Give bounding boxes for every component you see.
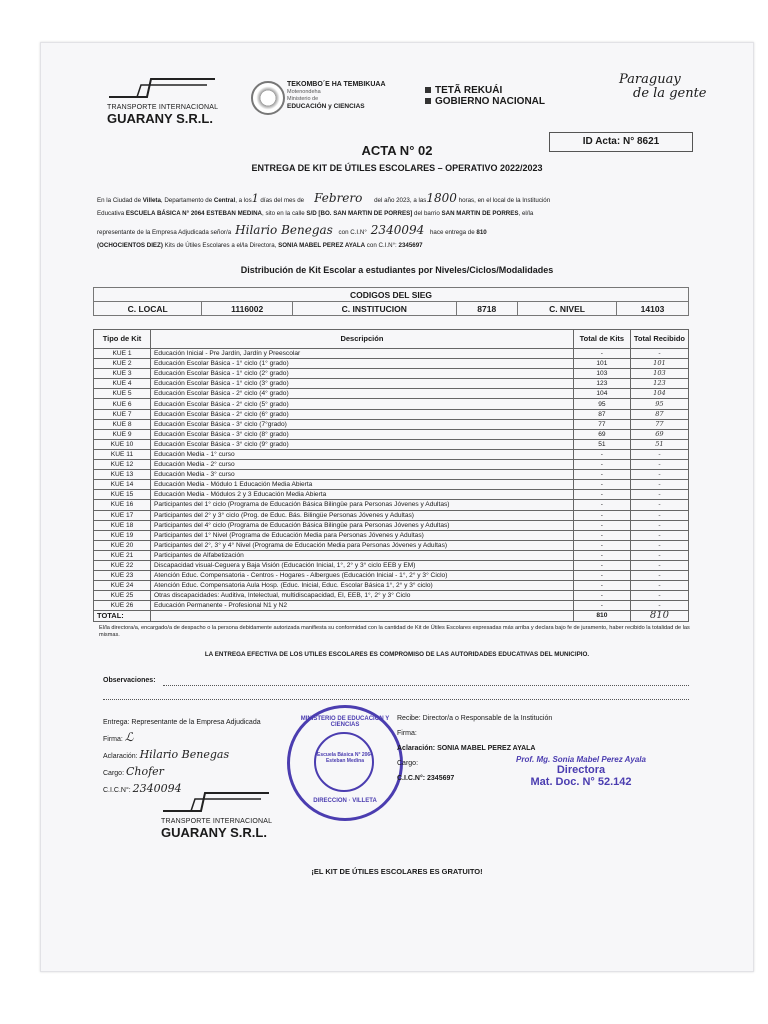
kit-cell: KUE 5 <box>94 389 151 399</box>
text: Kits de Útiles Escolares a el/la Directora, <box>162 242 279 249</box>
total-cell: - <box>573 470 630 480</box>
total-cell: - <box>573 601 630 611</box>
kit-cell: KUE 7 <box>94 409 151 419</box>
total-cell: 104 <box>573 389 630 399</box>
desc-cell: Educación Media - 1° curso <box>151 449 574 459</box>
kit-cell: KUE 23 <box>94 571 151 581</box>
desc-cell: Participantes del 1° Nivel (Programa de Educación Media para Personas Jóvenes y Adultas) <box>151 530 574 540</box>
desc-cell: Participantes del 2° y 3° ciclo (Prog. de Educ. Bás. Bilingüe Personas Jóvenes y Adultas) <box>151 510 574 520</box>
table-row <box>94 480 689 490</box>
table-row <box>94 449 689 459</box>
cantidad: 810 <box>476 229 487 236</box>
cantidad-letras: (OCHOCIENTOS DIEZ) <box>97 242 163 249</box>
recibido-cell: - <box>630 560 688 570</box>
page-title: ACTA N° 02 <box>361 143 433 158</box>
total-cell: - <box>573 449 630 459</box>
mec-line1: TEKOMBO´E HA TEMBIKUAA <box>287 81 386 88</box>
text: , el/la <box>518 210 534 217</box>
escuela: ESCUELA BÁSICA N° 2064 ESTEBAN MEDINA <box>125 210 263 217</box>
total-cell: - <box>573 591 630 601</box>
desc-cell: Educación Escolar Básica - 3° ciclo (9° grado) <box>151 439 574 449</box>
kit-cell: KUE 10 <box>94 439 151 449</box>
c-local-label: C. LOCAL <box>94 302 202 316</box>
guarany-logo <box>107 77 227 126</box>
desc-cell: Otras discapacidades: Auditiva, Intelectual, multidiscapacidad, EI, EEB, 1°, 2° y 3° Ciclo <box>151 591 574 601</box>
calle: S/D [BO. SAN MARTIN DE PORRES] <box>306 210 413 217</box>
table-row <box>94 349 689 359</box>
desc-cell: Atención Educ. Compensatoria Aula Hosp. (Educ. Inicial, Educ. Escolar Básica 1°, 2° y 3° ciclo) <box>151 581 574 591</box>
desc-cell: Educación Escolar Básica - 3° ciclo (8° grado) <box>151 429 574 439</box>
dia-handwritten: 1 <box>251 192 259 205</box>
pygente-line1: Paraguay <box>619 72 681 87</box>
table-row <box>94 571 689 581</box>
cic-directora: C.I.C.N°: 2345697 <box>397 775 455 782</box>
observaciones-label: Observaciones: <box>103 677 156 684</box>
cic-label: C.I.C.N°: <box>103 787 131 794</box>
kit-cell: KUE 2 <box>94 359 151 369</box>
header-recibido: Total Recibido <box>630 330 688 349</box>
header-total: Total de Kits <box>573 330 630 349</box>
total-cell: 51 <box>573 439 630 449</box>
table-row <box>94 409 689 419</box>
table-row <box>94 601 689 611</box>
total-cell: - <box>573 490 630 500</box>
total-cell: - <box>573 460 630 470</box>
recibido-cell: - <box>630 581 688 591</box>
desc-cell: Educación Permanente - Profesional N1 y N2 <box>151 601 574 611</box>
total-cell: - <box>573 480 630 490</box>
recibido-cell: - <box>630 480 688 490</box>
text: , sito en la calle <box>262 210 307 217</box>
gob-line2: GOBIERNO NACIONAL <box>435 96 545 107</box>
table-row <box>94 399 689 409</box>
text: del barrio <box>412 210 442 217</box>
desc-cell: Educación Media - 2° curso <box>151 460 574 470</box>
text: , a las <box>409 197 427 204</box>
table-row <box>94 560 689 570</box>
observaciones-line <box>163 685 689 686</box>
total-cell: 101 <box>573 359 630 369</box>
desc-cell: Educación Escolar Básica - 1° ciclo (1° grado) <box>151 359 574 369</box>
table-row <box>94 429 689 439</box>
recibido-cell: 51 <box>630 439 688 449</box>
total-recibido-value: 810 <box>630 611 688 621</box>
table-row <box>94 439 689 449</box>
table-row <box>94 359 689 369</box>
kit-cell: KUE 14 <box>94 480 151 490</box>
cargo-handwritten: Chofer <box>125 765 164 778</box>
desc-cell: Participantes del 4° ciclo (Programa de Educación Básica Bilingüe para Personas Jóvenes y Adultas) <box>151 520 574 530</box>
c-local-value: 1116002 <box>202 302 293 316</box>
table-row <box>94 500 689 510</box>
text: con C.I.N° <box>336 229 367 236</box>
guarany-subtitle: TRANSPORTE INTERNACIONAL <box>161 818 273 825</box>
kit-cell: KUE 20 <box>94 540 151 550</box>
total-cell: - <box>573 581 630 591</box>
kit-cell: KUE 24 <box>94 581 151 591</box>
square-icon <box>425 87 431 93</box>
codes-title: CODIGOS DEL SIEG <box>94 288 689 302</box>
gob-line1: TETÃ REKUÁI <box>435 85 503 96</box>
kit-cell: KUE 19 <box>94 530 151 540</box>
total-cell: - <box>573 540 630 550</box>
recibido-cell: - <box>630 571 688 581</box>
total-cell: - <box>573 349 630 359</box>
kit-cell: KUE 11 <box>94 449 151 459</box>
c-inst-value: 8718 <box>456 302 518 316</box>
intro-line1 <box>97 193 697 206</box>
desc-cell: Participantes del 1° ciclo (Programa de Educación Básica Bilingüe para Personas Jóvenes y Adultas) <box>151 500 574 510</box>
table-row <box>94 520 689 530</box>
stamp-top: MINISTERIO DE EDUCACION Y CIENCIAS <box>300 716 390 728</box>
firma-label: Firma: <box>103 736 123 743</box>
table-row <box>94 490 689 500</box>
recibido-cell: - <box>630 490 688 500</box>
ci-handwritten: 2340094 <box>370 223 425 237</box>
total-cell: 123 <box>573 379 630 389</box>
sello-matricula: Mat. Doc. N° 52.142 <box>530 776 632 788</box>
recibido-cell: 101 <box>630 359 688 369</box>
sello-nombre: Prof. Mg. Sonia Mabel Perez Ayala <box>516 755 646 764</box>
national-seal-icon <box>251 81 285 115</box>
desc-cell: Participantes del 2°, 3° y 4° Nivel (Programa de Educación Media para Personas Jóvenes y Adultas) <box>151 540 574 550</box>
ci-directora: 2345697 <box>398 242 423 249</box>
desc-cell: Educación Escolar Básica - 2° ciclo (5° grado) <box>151 399 574 409</box>
recibido-cell: 69 <box>630 429 688 439</box>
kit-cell: KUE 9 <box>94 429 151 439</box>
id-acta-box: ID Acta: N° 8621 <box>549 132 693 152</box>
text: , a los <box>235 197 252 204</box>
table-row <box>94 369 689 379</box>
total-spacer <box>151 611 574 621</box>
page-subtitle: ENTREGA DE KIT DE ÚTILES ESCOLARES – OPERATIVO 2022/2023 <box>251 163 543 173</box>
barrio: SAN MARTIN DE PORRES <box>441 210 519 217</box>
square-icon <box>425 98 431 104</box>
guarany-mark-icon <box>107 77 217 99</box>
stamp-mid: Escuela Básica N° 2064 Esteban Medina <box>317 752 373 764</box>
distribucion-title: Distribución de Kit Escolar a estudiantes por Niveles/Ciclos/Modalidades <box>240 265 554 275</box>
recibido-cell: - <box>630 470 688 480</box>
recibido-cell: - <box>630 520 688 530</box>
kit-cell: KUE 18 <box>94 520 151 530</box>
guarany-mark-icon <box>161 791 271 813</box>
kit-cell: KUE 4 <box>94 379 151 389</box>
total-cell: - <box>573 500 630 510</box>
table-row <box>94 389 689 399</box>
recibido-cell: - <box>630 510 688 520</box>
conformidad-text: El/la directora/a, encargado/a de despacho o la persona debidamente autorizada manifiesta su conformidad con la cantidad de Kit de Útiles Escolares expresadas más arriba y declara bajo fe de juramento, haber recibido la totalidad de las mismas. <box>99 625 690 638</box>
c-nivel-value: 14103 <box>617 302 689 316</box>
text: hace entrega de <box>428 229 477 236</box>
recibido-cell: 77 <box>630 419 688 429</box>
c-inst-label: C. INSTITUCION <box>293 302 456 316</box>
mes-handwritten: Febrero <box>314 191 363 205</box>
table-row <box>94 419 689 429</box>
compromiso-text: LA ENTREGA EFECTIVA DE LOS UTILES ESCOLARES ES COMPROMISO DE LAS AUTORIDADES EDUCATIVAS DEL MUNICIPIO. <box>204 651 590 658</box>
recibe-title: Recibe: Director/a o Responsable de la Institución <box>397 715 553 722</box>
entrega-title: Entrega: Representante de la Empresa Adjudicada <box>103 719 261 726</box>
text: representante de la Empresa Adjudicada señor/a <box>97 229 232 236</box>
aclaracion-handwritten: Hilario Benegas <box>139 748 230 761</box>
guarany-subtitle: TRANSPORTE INTERNACIONAL <box>107 104 219 111</box>
kit-cell: KUE 25 <box>94 591 151 601</box>
observaciones-field <box>103 677 689 684</box>
firma-label: Firma: <box>397 730 417 737</box>
kit-cell: KUE 17 <box>94 510 151 520</box>
header-tipo: Tipo de Kit <box>94 330 151 349</box>
total-cell: - <box>573 560 630 570</box>
table-row <box>94 460 689 470</box>
gobierno-logo <box>425 85 545 107</box>
kit-cell: KUE 12 <box>94 460 151 470</box>
c-nivel-label: C. NIVEL <box>518 302 617 316</box>
recibido-cell: 123 <box>630 379 688 389</box>
representante-handwritten: Hilario Benegas <box>235 223 333 237</box>
table-row <box>94 470 689 480</box>
intro-line4 <box>97 241 697 251</box>
desc-cell: Educación Escolar Básica - 2° ciclo (6° grado) <box>151 409 574 419</box>
desc-cell: Educación Escolar Básica - 3° ciclo (7°grado) <box>151 419 574 429</box>
kit-cell: KUE 8 <box>94 419 151 429</box>
text: del año 2023 <box>372 197 410 204</box>
directora: SONIA MABEL PEREZ AYALA <box>278 242 366 249</box>
total-value: 810 <box>573 611 630 621</box>
aclaracion-label: Aclaración: <box>103 753 138 760</box>
sello-cargo: Directora <box>556 764 606 776</box>
paraguay-gente-logo <box>619 73 707 101</box>
footer-gratuito: ¡EL KIT DE ÚTILES ESCOLARES ES GRATUITO! <box>311 867 483 876</box>
kit-cell: KUE 6 <box>94 399 151 409</box>
intro-line3 <box>97 225 697 238</box>
ciudad: Villeta <box>142 197 161 204</box>
institution-stamp <box>287 705 403 821</box>
observaciones-line <box>103 699 689 700</box>
intro-line2 <box>97 209 697 219</box>
recibido-cell: - <box>630 349 688 359</box>
table-row <box>94 581 689 591</box>
text: En la Ciudad de <box>97 197 143 204</box>
recibido-cell: 87 <box>630 409 688 419</box>
desc-cell: Educación Media - Módulos 2 y 3 Educación Media Abierta <box>151 490 574 500</box>
total-cell: 77 <box>573 419 630 429</box>
table-row <box>94 591 689 601</box>
total-cell: - <box>573 520 630 530</box>
departamento: Central <box>213 197 236 204</box>
text: horas, en el local de la Institución <box>456 197 551 204</box>
document-sheet <box>40 42 754 972</box>
kit-cell: KUE 26 <box>94 601 151 611</box>
recibido-cell: 103 <box>630 369 688 379</box>
recibido-cell: - <box>630 540 688 550</box>
stamp-bottom: DIRECCION · VILLETA <box>313 798 377 804</box>
table-row <box>94 530 689 540</box>
desc-cell: Educación Media - Módulo 1 Educación Media Abierta <box>151 480 574 490</box>
total-cell: - <box>573 510 630 520</box>
total-cell: 69 <box>573 429 630 439</box>
total-cell: 103 <box>573 369 630 379</box>
total-cell: - <box>573 550 630 560</box>
header-descripcion: Descripción <box>151 330 574 349</box>
pygente-line2: de la gente <box>633 86 707 101</box>
cic-handwritten: 2340094 <box>132 782 182 795</box>
desc-cell: Educación Escolar Básica - 2° ciclo (4° grado) <box>151 389 574 399</box>
total-cell: - <box>573 530 630 540</box>
recibido-cell: 104 <box>630 389 688 399</box>
kit-cell: KUE 13 <box>94 470 151 480</box>
mec-line3: Ministerio de <box>287 96 319 102</box>
desc-cell: Educación Escolar Básica - 1° ciclo (3° grado) <box>151 379 574 389</box>
recibido-cell: - <box>630 460 688 470</box>
recibido-cell: - <box>630 601 688 611</box>
recibido-cell: - <box>630 550 688 560</box>
table-row <box>94 540 689 550</box>
aclaracion-directora: Aclaración: SONIA MABEL PEREZ AYALA <box>397 745 536 752</box>
recibido-cell: - <box>630 449 688 459</box>
guarany-name: GUARANY S.R.L. <box>161 825 267 840</box>
desc-cell: Discapacidad visual-Ceguera y Baja Visión (Educación Inicial, 1°, 2° y 3° ciclo EEB y EM) <box>151 560 574 570</box>
desc-cell: Educación Escolar Básica - 1° ciclo (2° grado) <box>151 369 574 379</box>
directora-seal <box>481 755 681 788</box>
text: con C.I.N°: <box>365 242 399 249</box>
total-label: TOTAL: <box>94 611 151 621</box>
desc-cell: Educación Media - 3° curso <box>151 470 574 480</box>
recibido-cell: - <box>630 530 688 540</box>
table-row <box>94 379 689 389</box>
sieg-codes-table <box>93 287 689 316</box>
table-row <box>94 510 689 520</box>
kit-cell: KUE 22 <box>94 560 151 570</box>
recibido-cell: - <box>630 500 688 510</box>
guarany-name: GUARANY S.R.L. <box>107 111 213 126</box>
cargo-label: Cargo: <box>397 760 419 767</box>
desc-cell: Educación Inicial - Pre Jardín, Jardín y Preescolar <box>151 349 574 359</box>
kit-cell: KUE 3 <box>94 369 151 379</box>
table-row <box>94 550 689 560</box>
entrega-block: Entrega: Representante de la Empresa Adjudicada Firma: ℒ Aclaración: Hilario Benegas Cargo: Chofer C.I.C.N°: 2340094 <box>103 715 333 798</box>
mec-line4: EDUCACIÓN y CIENCIAS <box>287 103 365 110</box>
guarany-logo-bottom <box>161 791 281 840</box>
text: días del mes de <box>258 197 305 204</box>
total-cell: 87 <box>573 409 630 419</box>
kit-cell: KUE 16 <box>94 500 151 510</box>
desc-cell: Participantes de Alfabetización <box>151 550 574 560</box>
recibido-cell: - <box>630 591 688 601</box>
total-cell: - <box>573 571 630 581</box>
kits-table <box>93 329 689 622</box>
desc-cell: Atención Educ. Compensatoria - Centros - Hogares - Albergues (Educación Inicial - 1°, 2° y 3° Ciclo) <box>151 571 574 581</box>
total-cell: 95 <box>573 399 630 409</box>
kit-cell: KUE 21 <box>94 550 151 560</box>
hora-handwritten: 1800 <box>426 191 457 205</box>
kit-cell: KUE 1 <box>94 349 151 359</box>
cargo-label: Cargo: <box>103 770 125 777</box>
text: Educativa <box>97 210 126 217</box>
text: , Departamento de <box>160 197 214 204</box>
recibido-cell: 95 <box>630 399 688 409</box>
mec-line2: Motenondeha <box>287 89 321 95</box>
kit-cell: KUE 15 <box>94 490 151 500</box>
